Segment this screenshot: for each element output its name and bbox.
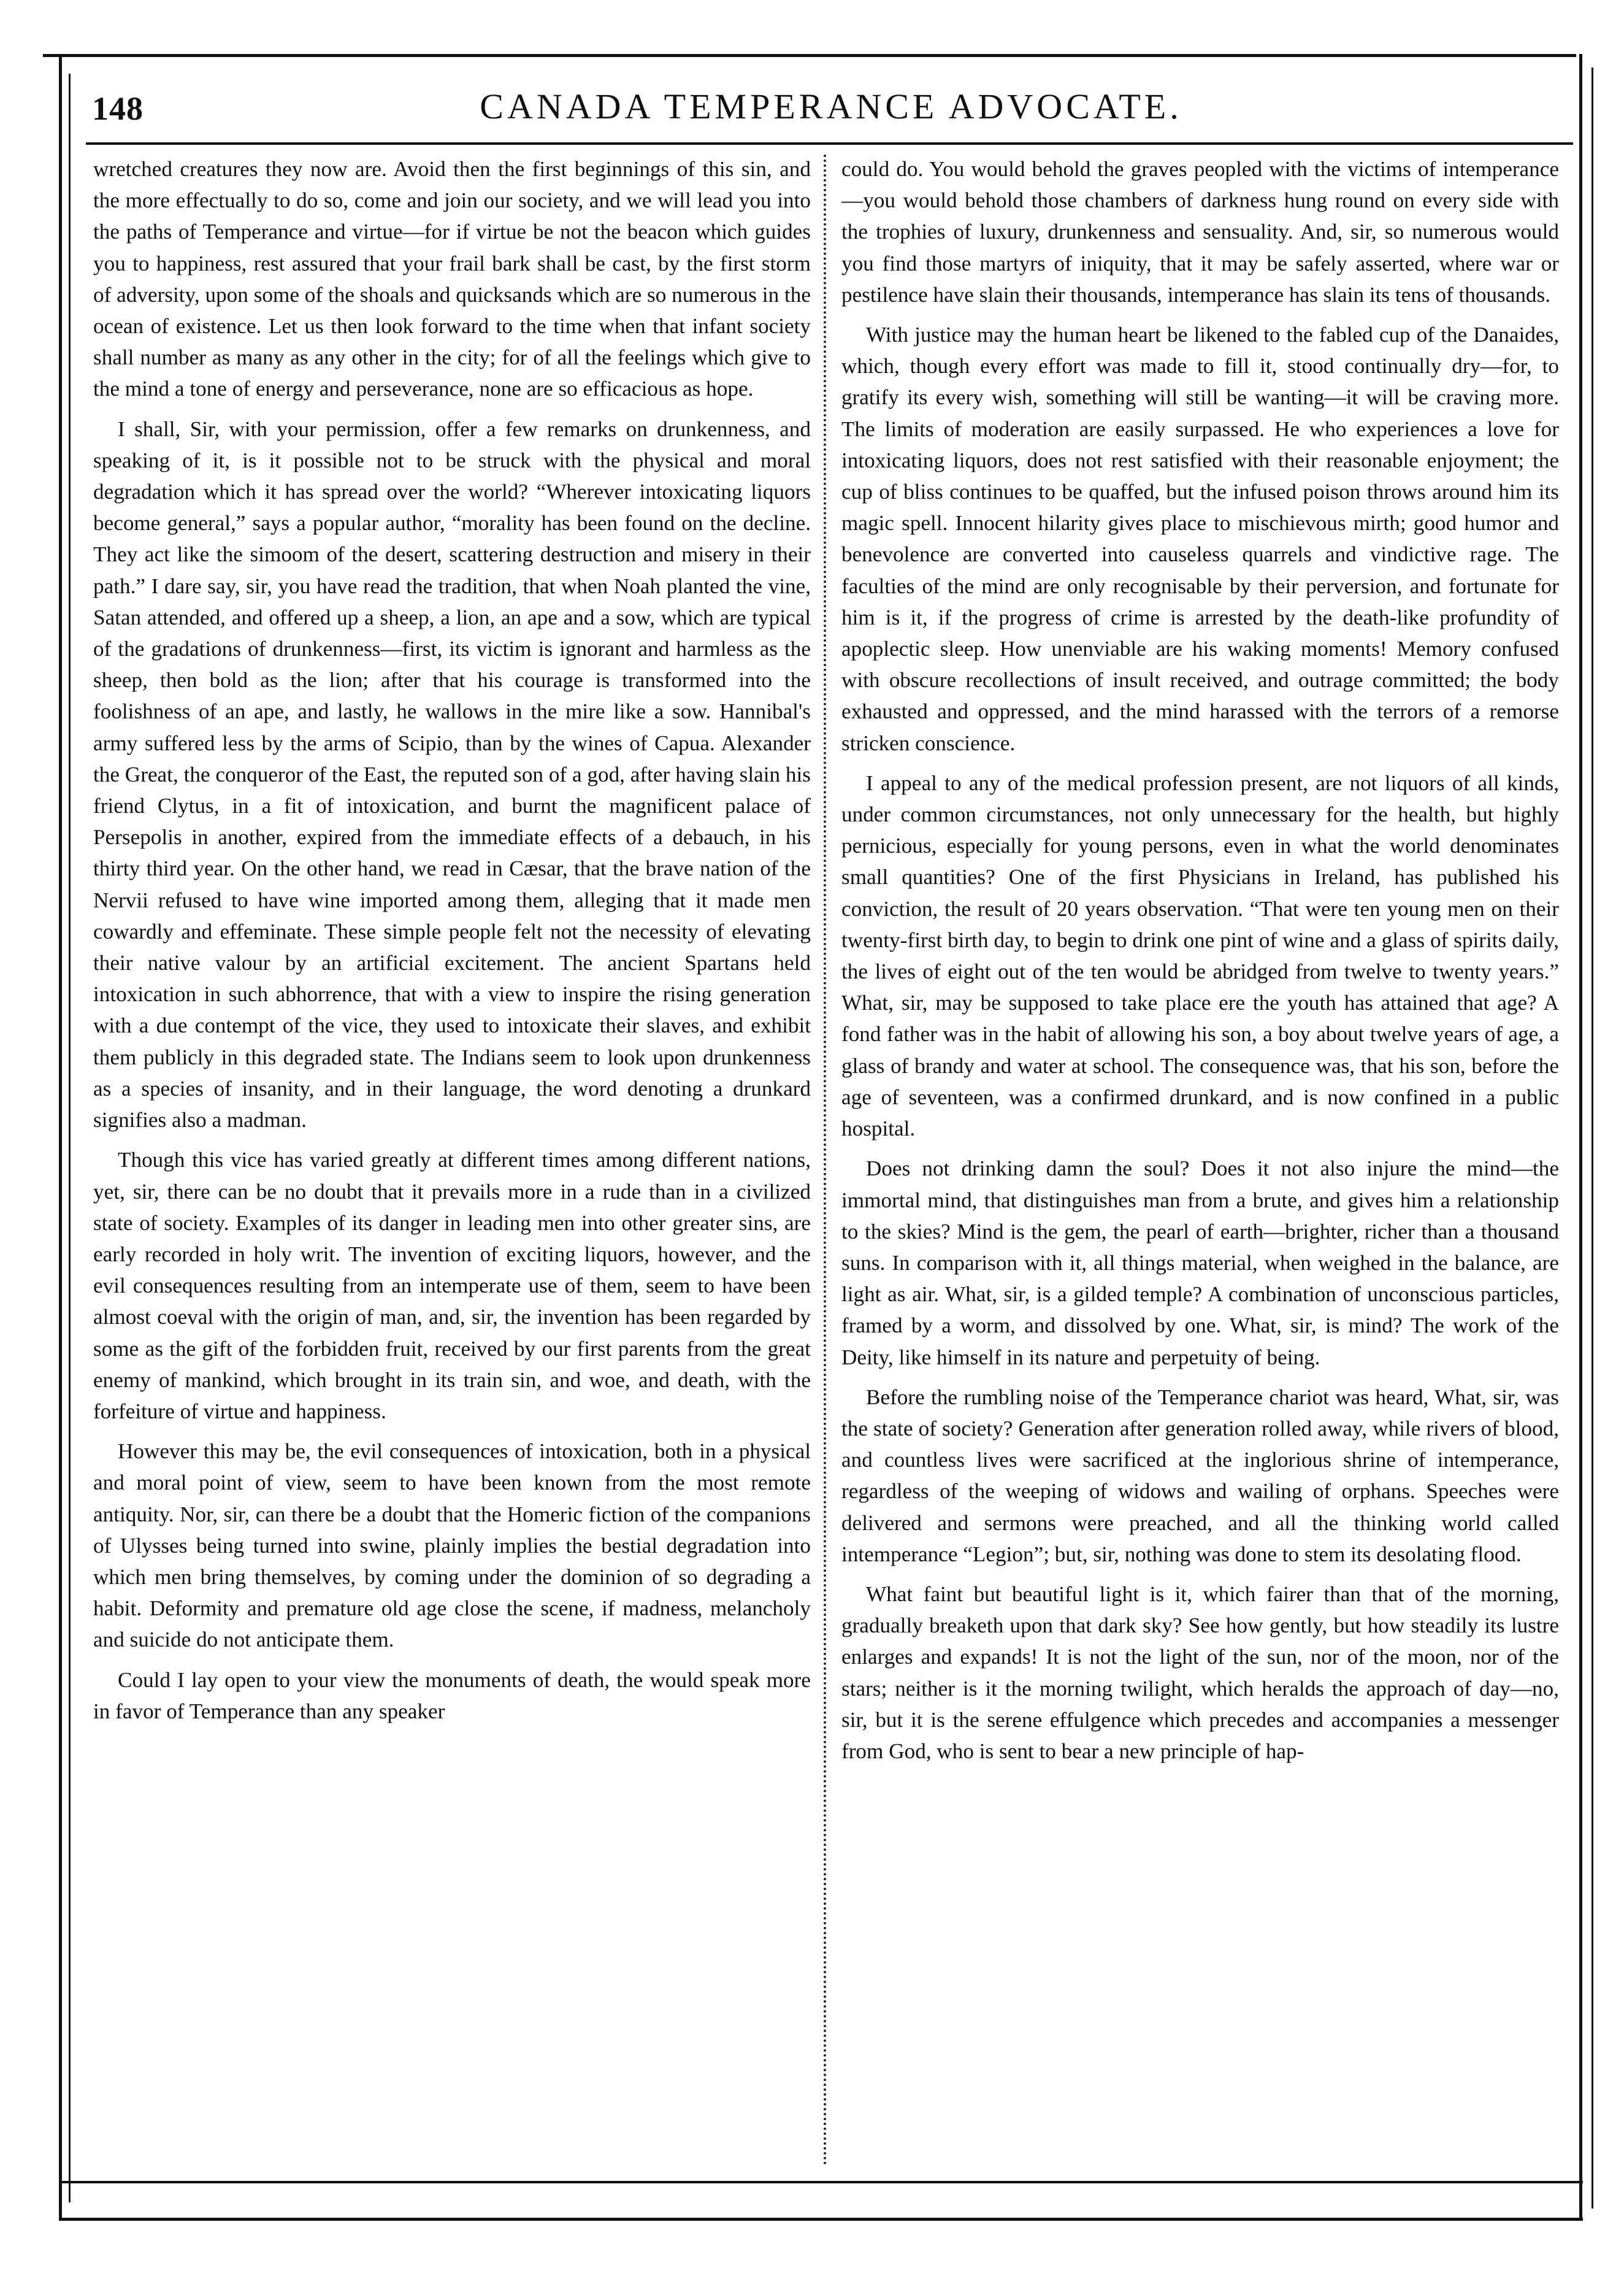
paragraph: However this may be, the evil consequences of intoxication, both in a physical and moral point of view, seem to have been known from the most remote antiquity. Nor, sir, can there be a doubt that the Homeric fiction of the companions of Ulysses being turned into swine, plainly implies the bestial degradation into which men bring themselves, by coming under the dominion of so degrading a habit. Deformity and premature old age close the scene, if madness, melancholy and suicide do not anticipate them.	[93, 1439, 811, 1652]
page-number: 148	[92, 90, 144, 127]
text-column-right	[841, 153, 1559, 2172]
paragraph: Though this vice has varied greatly at different times among different nations, yet, sir, there can be no doubt that it prevails more in a rude than in a civilized state of society. Examples of its danger in leading men into other greater sins, are early recorded in holy writ. The invention of exciting liquors, however, and the evil consequences resulting from an intemperate use of them, seem to have been almost coeval with the origin of man, and, sir, the invention has been regarded by some as the gift of the forbidden fruit, received by our first parents from the great enemy of mankind, which brought in its train sin, and woe, and death, with the forfeiture of virtue and happiness.	[93, 1148, 811, 1423]
paragraph: What faint but beautiful light is it, which fairer than that of the morning, gradually breaketh upon that dark sky? See how gently, but how steadily its lustre enlarges and expands! It is not the light of the sun, nor of the moon, nor of the stars; neither is it the morning twilight, which heralds the approach of day—no, sir, but it is the serene effulgence which precedes and accompanies a messenger from God, who is sent to bear a new principle of hap-	[841, 1582, 1559, 1763]
paragraph: Does not drinking damn the soul? Does it not also injure the mind—the immortal mind, that distinguishes man from a brute, and gives him a relationship to the skies? Mind is the gem, the pearl of earth—brighter, richer than a thousand suns. In comparison with it, all things material, when weighed in the balance, are light as air. What, sir, is a gilded temple? A combination of unconscious particles, framed by a worm, and dissolved by one. What, sir, is mind? The work of the Deity, like himself in its nature and perpetuity of being.	[841, 1156, 1559, 1369]
frame-top-rule	[43, 54, 1576, 57]
frame-header-rule	[86, 142, 1573, 145]
paragraph: I appeal to any of the medical profession present, are not liquors of all kinds, under common circumstances, not only unnecessary for the health, but highly pernicious, especially for young persons, even in what the world denominates small quantities? One of the first Physicians in Ireland, has published his conviction, the result of 20 years observation. “That were ten young men on their twenty-first birth day, to begin to drink one pint of wine and a glass of spirits daily, the lives of eight out of the ten would be abridged from twelve to twenty years.” What, sir, may be supposed to take place ere the youth has attained that age? A fond father was in the habit of allowing his son, a boy about twelve years of age, a glass of brandy and water at school. The consequence was, that his son, before the age of seventeen, was a confirmed drunkard, and is now confined in a public hospital.	[841, 771, 1559, 1141]
paragraph: With justice may the human heart be likened to the fabled cup of the Danaides, which, though every effort was made to fill it, stood continually dry—for, to gratify its every wish, something will still be wanting—it will be craving more. The limits of moderation are easily surpassed. He who experiences a love for intoxicating liquors, does not rest satisfied with their reasonable enjoyment; the cup of bliss continues to be quaffed, but the infused poison throws around him its magic spell. Innocent hilarity gives place to mischievous mirth; good humor and benevolence are converted into causeless quarrels and vindictive rage. The faculties of the mind are only recognisable by their perversion, and fortunate for him is it, if the progress of crime is arrested by the death-like profundity of apoplectic sleep. How unenviable are his waking moments! Memory confused with obscure recollections of insult received, and outrage committed; the body exhausted and oppressed, and the mind harassed with the terrors of a remorse stricken conscience.	[841, 323, 1559, 755]
frame-bottom-rule-outer	[59, 2218, 1583, 2221]
frame-left-rule-inner	[69, 74, 71, 2202]
running-title: CANADA TEMPERANCE ADVOCATE.	[480, 87, 1182, 126]
frame-right-rule	[1579, 54, 1582, 2220]
text-column-left	[93, 153, 811, 2172]
frame-bottom-rule	[59, 2181, 1583, 2183]
paragraph: I shall, Sir, with your permission, offer a few remarks on drunkenness, and speaking of it, is it possible not to be struck with the physical and moral degradation which it has spread over the world? “Wherever intoxicating liquors become general,” says a popular author, “morality has been found on the decline. They act like the simoom of the desert, scattering destruction and misery in their path.” I dare say, sir, you have read the tradition, that when Noah planted the vine, Satan attended, and offered up a sheep, a lion, an ape and a sow, which are typical of the gradations of drunkenness—first, its victim is ignorant and harmless as the sheep, then bold as the lion; after that his courage is transformed into the foolishness of an ape, and lastly, he wallows in the mire like a sow. Hannibal's army suffered less by the arms of Scipio, than by the wines of Capua. Alexander the Great, the conqueror of the East, the reputed son of a god, after having slain his friend Clytus, in a fit of intoxication, and burnt the magnificent palace of Persepolis in another, expired from the immediate effects of a debauch, in his thirty third year. On the other hand, we read in Cæsar, that the brave nation of the Nervii refused to have wine imported among them, alleging that it made men cowardly and effeminate. These simple people felt not the necessity of elevating their native valour by an artificial excitement. The ancient Spartans held intoxication in such abhorrence, that with a view to inspire the rising generation with a due contempt of the vice, they used to intoxicate their slaves, and exhibit them publicly in this degraded state. The Indians seem to look upon drunkenness as a species of insanity, and in their language, the word denoting a drunkard signifies also a madman.	[93, 417, 811, 1132]
column-divider	[824, 155, 829, 2167]
frame-left-rule	[59, 54, 62, 2220]
paragraph: Could I lay open to your view the monuments of death, the would speak more in favor of Temperance than any speaker	[93, 1667, 811, 1723]
page-header	[92, 86, 1570, 141]
frame-right-rule-inner	[1591, 67, 1593, 2209]
paragraph: could do. You would behold the graves peopled with the victims of intemperance—you would behold those chambers of darkness hung round on every side with the trophies of luxury, drunkenness and sensuality. And, sir, so numerous would you find those martyrs of iniquity, that it may be safely asserted, where war or pestilence have slain their thousands, intemperance has slain its tens of thousands.	[841, 157, 1559, 307]
paragraph: wretched creatures they now are. Avoid then the first beginnings of this sin, and the more effectually to do so, come and join our society, and we will lead you into the paths of Temperance and virtue—for if virtue be not the beacon which guides you to happiness, rest assured that your frail bark shall be cast, by the first storm of adversity, upon some of the shoals and quicksands which are so numerous in the ocean of existence. Let us then look forward to the time when that infant society shall number as many as any other in the city; for of all the feelings which give to the mind a tone of energy and perseverance, none are so efficacious as hope.	[93, 157, 811, 401]
paragraph: Before the rumbling noise of the Temperance chariot was heard, What, sir, was the state of society? Generation after generation rolled away, while rivers of blood, and countless lives were sacrificed at the inglorious shrine of intemperance, regardless of the weeping of widows and wailing of orphans. Speeches were delivered and sermons were preached, and all the thinking world called intemperance “Legion”; but, sir, nothing was done to stem its desolating flood.	[841, 1385, 1559, 1566]
